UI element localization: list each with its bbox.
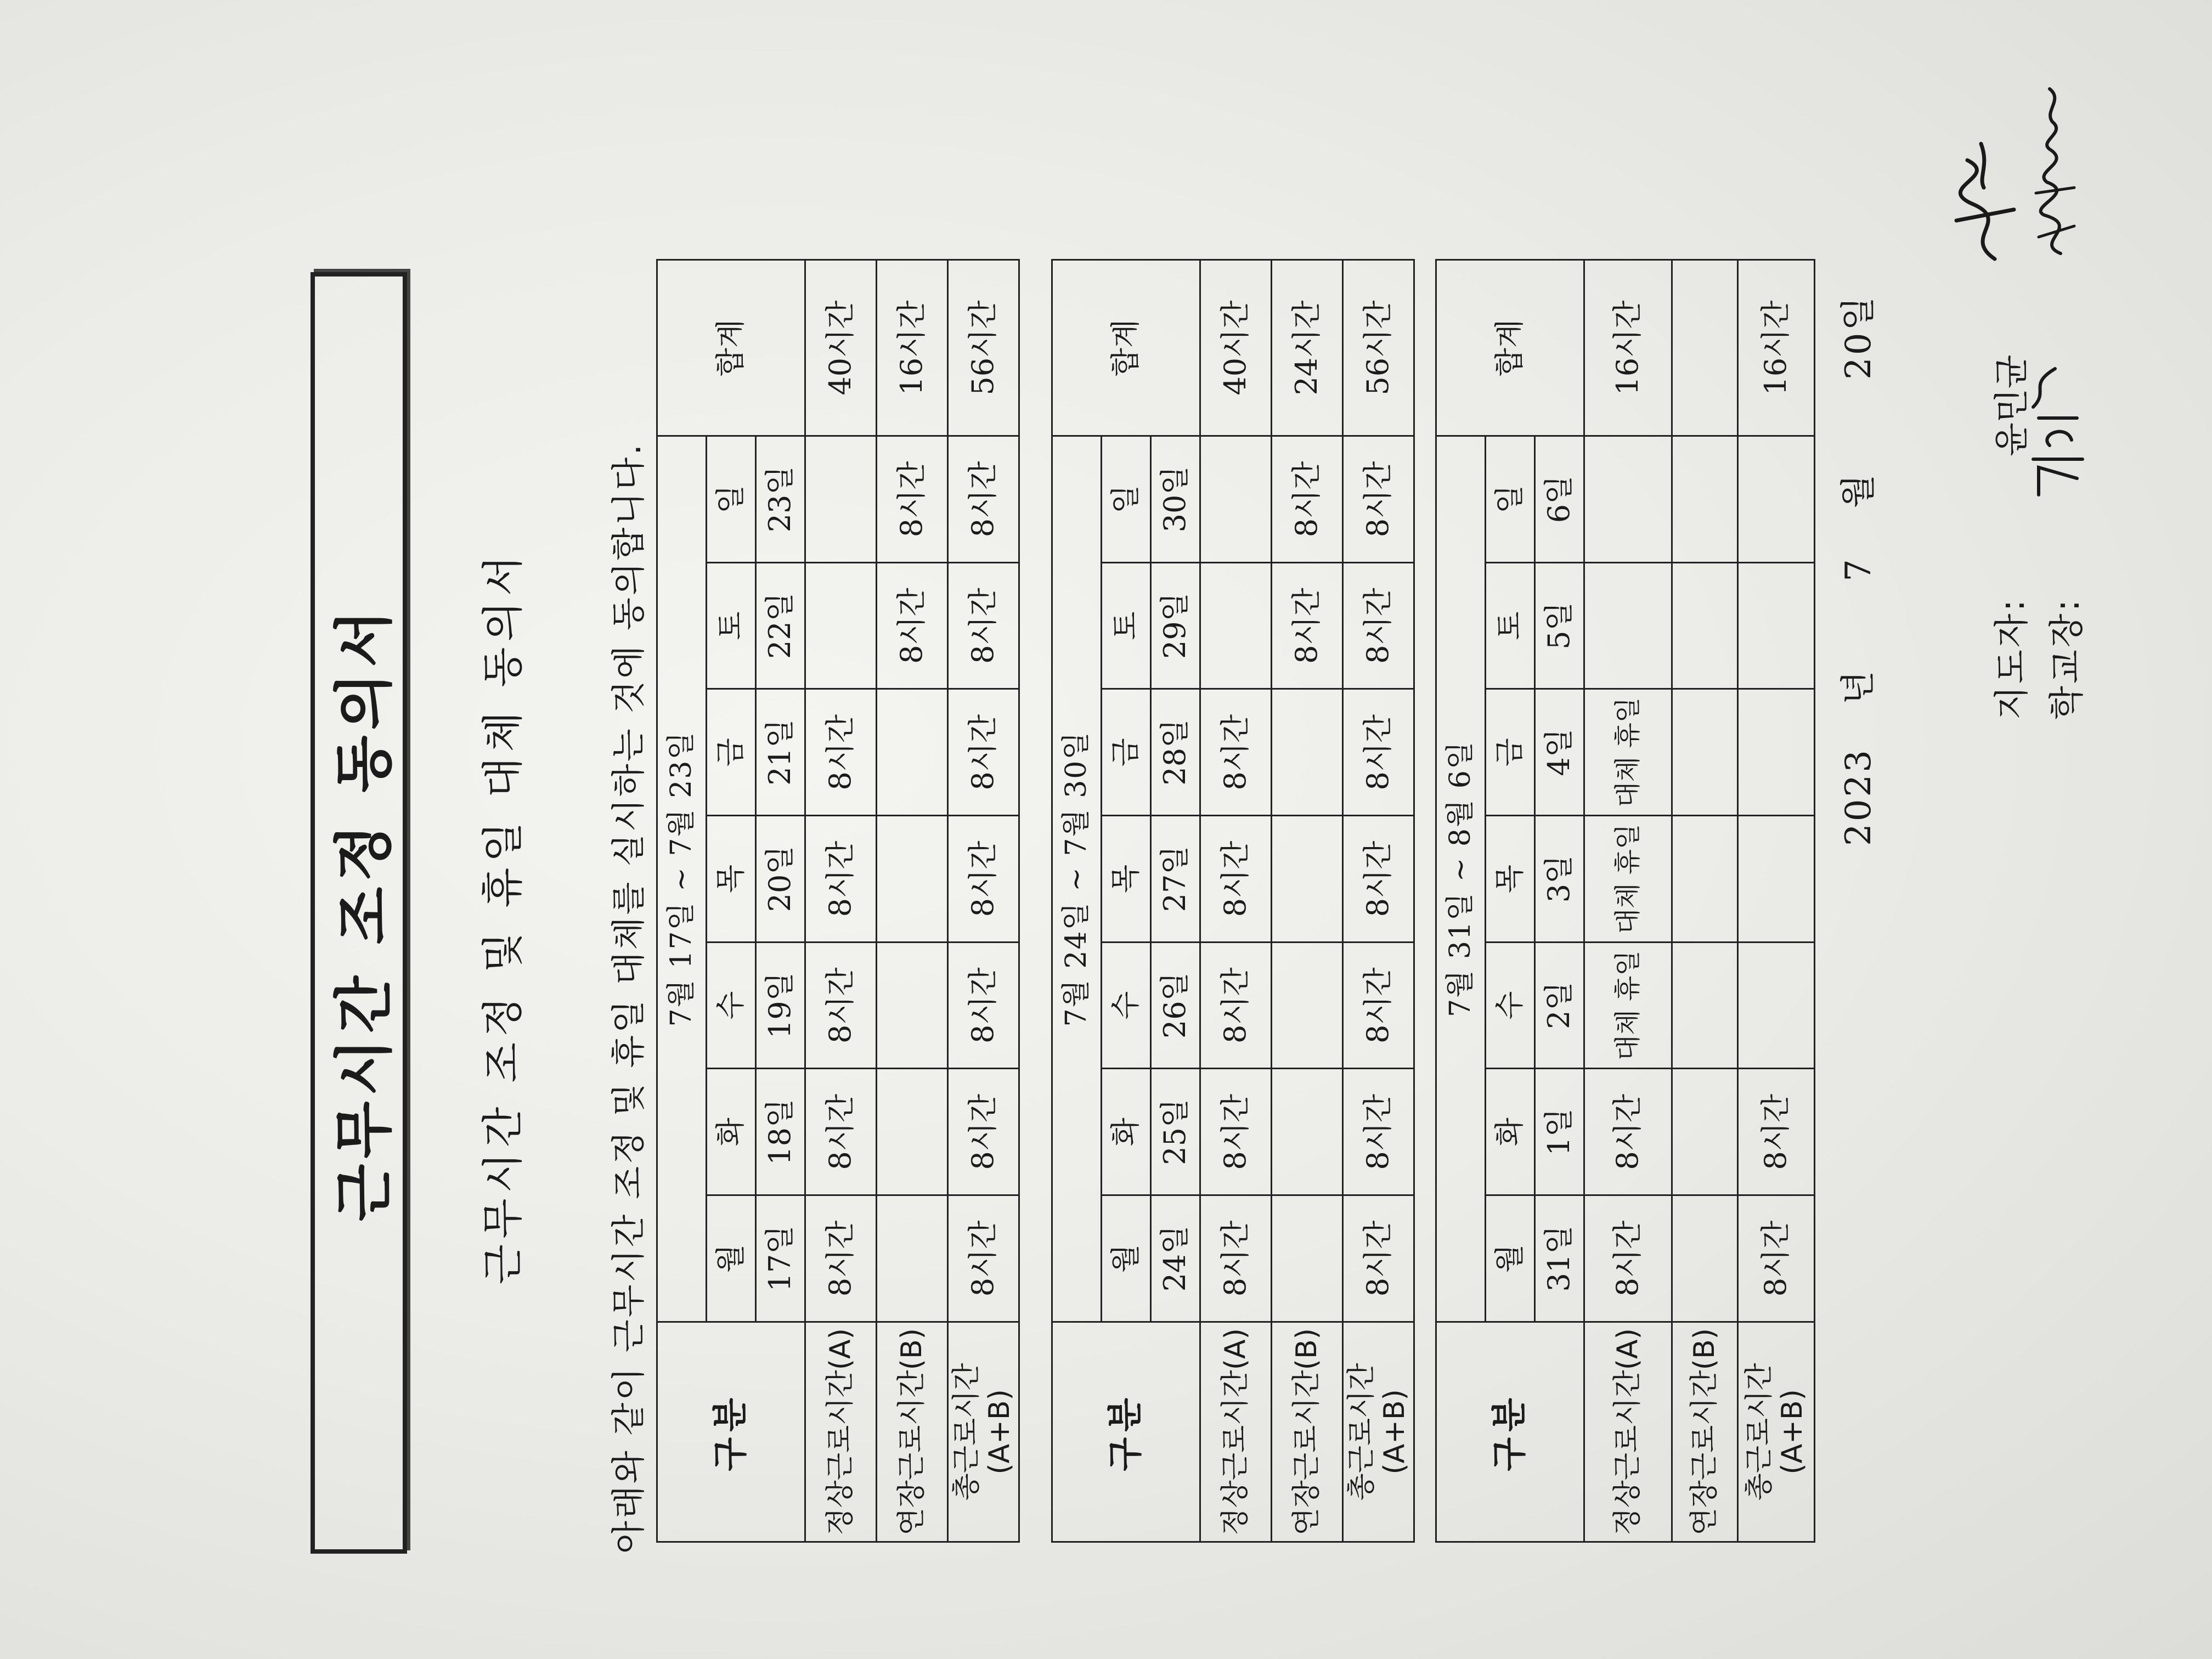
weekday-cell: 일: [1102, 436, 1151, 563]
hours-cell: [1738, 942, 1815, 1069]
hours-cell: 8시간: [948, 816, 1019, 943]
supervisor-signature: [1951, 127, 2017, 270]
date-cell: 6일: [1535, 436, 1584, 563]
weekday-cell: 수: [1102, 942, 1151, 1069]
supervisor-label: 지도자:: [1992, 597, 2033, 720]
row-label-total: [948, 1322, 1019, 1542]
hours-cell: [1200, 562, 1272, 689]
date-cell: 1일: [1535, 1069, 1584, 1195]
hours-cell: [1672, 436, 1738, 563]
date-cell: 2일: [1535, 942, 1584, 1069]
total-label-line2: (A+B): [983, 1389, 1016, 1475]
date-cell: 25일: [1151, 1069, 1200, 1195]
hours-cell: [1272, 816, 1343, 943]
hours-cell: [1200, 436, 1272, 563]
hours-cell: [1738, 689, 1815, 816]
date-month-unit: 월: [1838, 472, 1879, 509]
sum-cell: [1672, 260, 1738, 436]
weekday-cell: 목: [707, 816, 756, 943]
weekday-cell: 금: [1102, 689, 1151, 816]
date-cell: 19일: [756, 942, 805, 1069]
hours-cell: 8시간: [805, 816, 877, 943]
hours-cell: [1672, 689, 1738, 816]
hours-cell: [1272, 689, 1343, 816]
week-range: 7월 17일 ~ 7월 23일: [657, 436, 707, 1322]
row-label-total: [1343, 1322, 1414, 1542]
date-cell: 24일: [1151, 1195, 1200, 1322]
hours-cell: [805, 562, 877, 689]
hours-cell: 8시간: [1343, 1069, 1414, 1195]
hours-cell: 8시간: [948, 562, 1019, 689]
hours-cell: 8시간: [1343, 942, 1414, 1069]
hours-cell: [805, 436, 877, 563]
hours-cell: [1672, 1069, 1738, 1195]
hours-cell: 8시간: [805, 689, 877, 816]
hours-cell: 8시간: [805, 1069, 877, 1195]
sum-cell: 56시간: [948, 260, 1019, 436]
hours-cell: 8시간: [1738, 1069, 1815, 1195]
hours-cell: 8시간: [948, 436, 1019, 563]
supervisor-name: 윤민균: [1992, 354, 2033, 456]
date-cell: 17일: [756, 1195, 805, 1322]
gubun-header: 구분: [1052, 1322, 1200, 1542]
weekday-cell: 월: [1486, 1195, 1535, 1322]
hours-cell: [877, 689, 948, 816]
week-range: 7월 31일 ~ 8월 6일: [1436, 436, 1486, 1322]
substitute-holiday-cell: 대체 휴일: [1584, 942, 1672, 1069]
total-header: 합계: [1052, 260, 1200, 436]
substitute-holiday-cell: 대체 휴일: [1584, 816, 1672, 943]
document-subtitle: 근무시간 조정 및 휴일 대체 동의서: [478, 550, 527, 1285]
hours-cell: 8시간: [1584, 1069, 1672, 1195]
total-label-line1: 총근로시간: [950, 1363, 983, 1501]
hours-cell: 8시간: [948, 1069, 1019, 1195]
total-label-line1: 총근로시간: [1742, 1363, 1776, 1501]
row-label-regular: 정상근로시간(A): [1584, 1322, 1672, 1542]
hours-cell: 8시간: [1343, 436, 1414, 563]
hours-cell: 8시간: [948, 942, 1019, 1069]
hours-cell: 8시간: [1272, 436, 1343, 563]
weekday-cell: 금: [1486, 689, 1535, 816]
hours-cell: [1738, 436, 1815, 563]
hours-cell: [1738, 816, 1815, 943]
row-label-overtime: 연장근로시간(B): [877, 1322, 948, 1542]
document-page: [119, 72, 2094, 1587]
total-header: 합계: [657, 260, 805, 436]
intro-text: 아래와 같이 근무시간 조정 및 휴일 대체를 실시하는 것에 동의합니다.: [608, 442, 648, 1554]
hours-cell: [877, 1069, 948, 1195]
date-cell: 20일: [756, 816, 805, 943]
total-label-line2: (A+B): [1378, 1389, 1411, 1475]
week-table-2: [1051, 259, 1415, 1543]
week-table-1: [656, 259, 1020, 1543]
weekday-cell: 수: [707, 942, 756, 1069]
sum-cell: 56시간: [1343, 260, 1414, 436]
document-title: 근무시간 조정 동의서: [330, 604, 399, 1222]
hours-cell: 8시간: [948, 1195, 1019, 1322]
hours-cell: 8시간: [1200, 1195, 1272, 1322]
weekday-cell: 화: [1102, 1069, 1151, 1195]
total-label-line1: 총근로시간: [1345, 1363, 1378, 1501]
hours-cell: [1272, 1069, 1343, 1195]
sum-cell: 16시간: [877, 260, 948, 436]
substitute-holiday-cell: 대체 휴일: [1584, 689, 1672, 816]
hours-cell: 8시간: [805, 1195, 877, 1322]
hours-cell: [1584, 562, 1672, 689]
date-cell: 22일: [756, 562, 805, 689]
date-cell: 4일: [1535, 689, 1584, 816]
total-label-line2: (A+B): [1775, 1389, 1809, 1475]
date-cell: 31일: [1535, 1195, 1584, 1322]
hours-cell: [877, 942, 948, 1069]
row-label-regular: 정상근로시간(A): [1200, 1322, 1272, 1542]
sum-cell: 24시간: [1272, 260, 1343, 436]
weekday-cell: 토: [1486, 562, 1535, 689]
title-box: [311, 272, 407, 1554]
date-day: 20일: [1838, 294, 1879, 380]
sum-cell: 40시간: [805, 260, 877, 436]
weekday-cell: 일: [707, 436, 756, 563]
weekday-cell: 일: [1486, 436, 1535, 563]
hours-cell: 8시간: [1200, 689, 1272, 816]
hours-cell: 8시간: [1584, 1195, 1672, 1322]
hours-cell: 8시간: [1200, 1069, 1272, 1195]
date-month: 7: [1838, 557, 1879, 582]
hours-cell: 8시간: [1343, 689, 1414, 816]
hours-cell: [1738, 562, 1815, 689]
principal-signature: [2022, 83, 2088, 259]
hours-cell: [877, 816, 948, 943]
hours-cell: [1272, 1195, 1343, 1322]
hours-cell: 8시간: [1272, 562, 1343, 689]
hours-cell: 8시간: [1200, 942, 1272, 1069]
hours-cell: 8시간: [1343, 1195, 1414, 1322]
hours-cell: 8시간: [1343, 562, 1414, 689]
gubun-header: 구분: [657, 1322, 805, 1542]
weekday-cell: 목: [1102, 816, 1151, 943]
weekday-cell: 화: [1486, 1069, 1535, 1195]
weekday-cell: 화: [707, 1069, 756, 1195]
hours-cell: [1672, 942, 1738, 1069]
weekday-cell: 토: [707, 562, 756, 689]
hours-cell: [1672, 816, 1738, 943]
gubun-header: 구분: [1436, 1322, 1584, 1542]
date-cell: 3일: [1535, 816, 1584, 943]
date-cell: 5일: [1535, 562, 1584, 689]
sum-cell: 40시간: [1200, 260, 1272, 436]
hours-cell: 8시간: [877, 436, 948, 563]
date-cell: 21일: [756, 689, 805, 816]
date-cell: 27일: [1151, 816, 1200, 943]
row-label-overtime: 연장근로시간(B): [1672, 1322, 1738, 1542]
date-cell: 18일: [756, 1069, 805, 1195]
hours-cell: [1672, 562, 1738, 689]
row-label-regular: 정상근로시간(A): [805, 1322, 877, 1542]
hours-cell: [1272, 942, 1343, 1069]
row-label-total: [1738, 1322, 1815, 1542]
weekday-cell: 수: [1486, 942, 1535, 1069]
weekday-cell: 목: [1486, 816, 1535, 943]
hours-cell: [1672, 1195, 1738, 1322]
row-label-overtime: 연장근로시간(B): [1272, 1322, 1343, 1542]
hours-cell: [877, 1195, 948, 1322]
date-cell: 28일: [1151, 689, 1200, 816]
document-date: [1830, 295, 1881, 846]
date-cell: 30일: [1151, 436, 1200, 563]
date-cell: 26일: [1151, 942, 1200, 1069]
principal-name-handwritten: [2017, 358, 2088, 500]
hours-cell: 8시간: [1200, 816, 1272, 943]
weekday-cell: 월: [1102, 1195, 1151, 1322]
hours-cell: 8시간: [1738, 1195, 1815, 1322]
total-header: 합계: [1436, 260, 1584, 436]
hours-cell: 8시간: [805, 942, 877, 1069]
hours-cell: 8시간: [1343, 816, 1414, 943]
weekday-cell: 월: [707, 1195, 756, 1322]
date-year: 2023: [1838, 748, 1879, 846]
week-table-3: [1435, 259, 1815, 1543]
hours-cell: 8시간: [877, 562, 948, 689]
principal-label: 학교장:: [2047, 597, 2087, 720]
date-cell: 29일: [1151, 562, 1200, 689]
weekday-cell: 금: [707, 689, 756, 816]
weekday-cell: 토: [1102, 562, 1151, 689]
date-cell: 23일: [756, 436, 805, 563]
week-range: 7월 24일 ~ 7월 30일: [1052, 436, 1102, 1322]
hours-cell: [1584, 436, 1672, 563]
sum-cell: 16시간: [1738, 260, 1815, 436]
hours-cell: 8시간: [948, 689, 1019, 816]
date-year-unit: 년: [1838, 668, 1879, 705]
sum-cell: 16시간: [1584, 260, 1672, 436]
